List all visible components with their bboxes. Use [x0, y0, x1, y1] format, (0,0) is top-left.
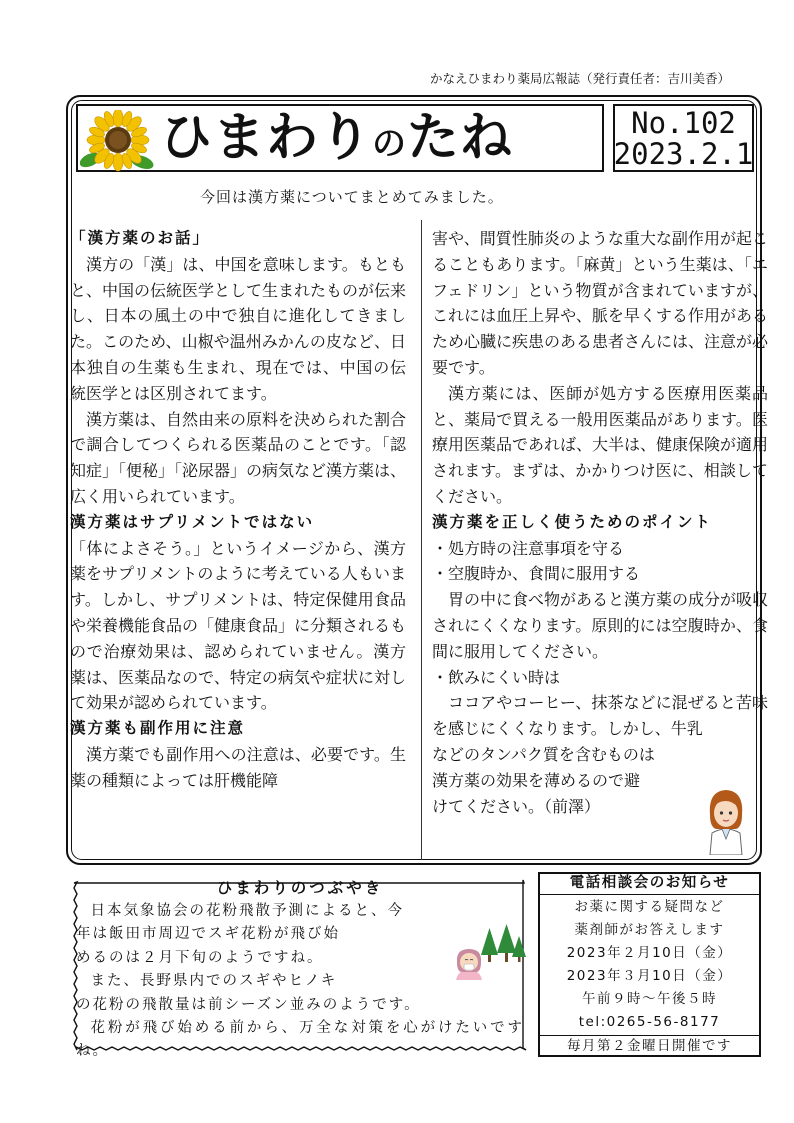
consultation-date: 2023年３月10日（金）	[566, 968, 733, 984]
paragraph: 害や、間質性肺炎のような重大な副作用が起こることもあります。「麻黄」という生薬は、「エフェドリン」という物質が含まれていますが、これには血圧上昇や、脈を早くする作用があるため心臓に疾患のある患者さんには、注意が必要です。	[432, 229, 769, 377]
consultation-hours: 午前９時～午後５時	[582, 991, 717, 1007]
paragraph: 漢方薬でも副作用への注意は、必要です。生薬の種類によっては肝機能障	[70, 744, 406, 790]
sneezing-girl-icon	[452, 946, 486, 980]
paragraph-line: 漢方薬の効果を薄めるので避	[432, 770, 641, 790]
paragraph-line: けてください。（前澤）	[432, 796, 601, 816]
consultation-line: お薬に関する疑問など	[574, 899, 725, 915]
newsletter-title: ひまわりのたね	[160, 108, 514, 168]
heading-usage-points: 漢方薬を正しく使うためのポイント	[432, 512, 713, 531]
tweet-line: また、長野県内でのスギやヒノキ	[90, 973, 338, 990]
bullet-item: ・処方時の注意事項を守る	[432, 538, 625, 558]
issue-date: 2023.2.1	[613, 137, 754, 171]
consultation-footer: 毎月第２金曜日開催です	[538, 1035, 761, 1057]
paragraph-line: などのタンパク質を含むものは	[432, 744, 655, 764]
paragraph: 漢方薬は、自然由来の原料を決められた割合で調合してつくられる医薬品のことです。「認知症」「便秘」「泌尿器」の病気など漢方薬は、広く用いられています。	[70, 409, 407, 506]
paragraph: 漢方薬には、医師が処方する医療用医薬品と、薬局で買える一般用医薬品があります。医療用医薬品であれば、大半は、健康保険が適用されます。まずは、かかりつけ医に、相談してください。	[432, 383, 769, 506]
column-divider	[421, 220, 422, 860]
paragraph: 漢方の「漢」は、中国を意味します。もともと、中国の伝統医学として生まれたものが伝来し、日本の風土の中で独自に進化してきました。このため、山椒や温州みかんの皮など、日本独自の生薬も生まれ、現在では、中国の伝統医学とは区別されてます。	[70, 254, 407, 403]
bullet-item: ・空腹時か、食間に服用する	[432, 564, 641, 584]
paragraph: 胃の中に食べ物があると漢方薬の成分が吸収されにくくなります。原則的には空腹時か、食間に服用してください。	[432, 590, 769, 661]
heading-side-effects: 漢方薬も副作用に注意	[70, 719, 246, 738]
sunflower-icon	[80, 110, 156, 172]
intro-text: 今回は漢方薬についてまとめてみました。	[200, 188, 504, 206]
tweet-title: ひまわりのつぶやき	[216, 879, 384, 897]
issue-number: No.102	[631, 106, 736, 140]
bullet-item: ・飲みにくい時は	[432, 667, 561, 687]
consultation-title: 電話相談会のお知らせ	[538, 872, 761, 895]
tweet-line: めるのは２月下旬のようですね。	[76, 949, 324, 966]
tweet-paragraph: 花粉が飛び始める前から、万全な対策を心がけたいですね。	[76, 1020, 524, 1060]
paragraph: 「体によさそう。」というイメージから、漢方薬をサプリメントのように考えている人もいます。しかし、サプリメントは、特定保健用食品や栄養機能食品の「健康食品」に分類されるもので治療効果は、認められていません。漢方薬は、医薬品なので、特定の病気や症状に対して効果が認められています。	[70, 538, 407, 713]
pharmacist-icon	[704, 785, 748, 855]
right-column	[432, 226, 768, 819]
heading-kampo-story: 「漢方薬のお話」	[70, 229, 211, 247]
tweet-line: の花粉の飛散量は前シーズン並みのようです。	[76, 996, 421, 1013]
tweet-body	[76, 900, 524, 1064]
heading-not-supplement: 漢方薬はサプリメントではない	[70, 512, 315, 531]
tweet-line: 日本気象協会の花粉飛散予測によると、今	[90, 903, 404, 919]
left-column	[70, 226, 406, 794]
paragraph: ココアやコーヒー、抹茶などに混ぜると苦味を感じにくくなります。しかし、牛乳	[432, 693, 768, 739]
consultation-phone: tel:0265-56-8177	[578, 1014, 721, 1030]
tweet-line: 年は飯田市周辺でスギ花粉が飛び始	[76, 926, 340, 943]
consultation-line: 薬剤師がお答えします	[574, 922, 725, 938]
consultation-date: 2023年２月10日（金）	[566, 945, 733, 961]
publisher-line: かなえひまわり薬局広報誌（発行責任者：吉川美香）	[430, 71, 731, 86]
